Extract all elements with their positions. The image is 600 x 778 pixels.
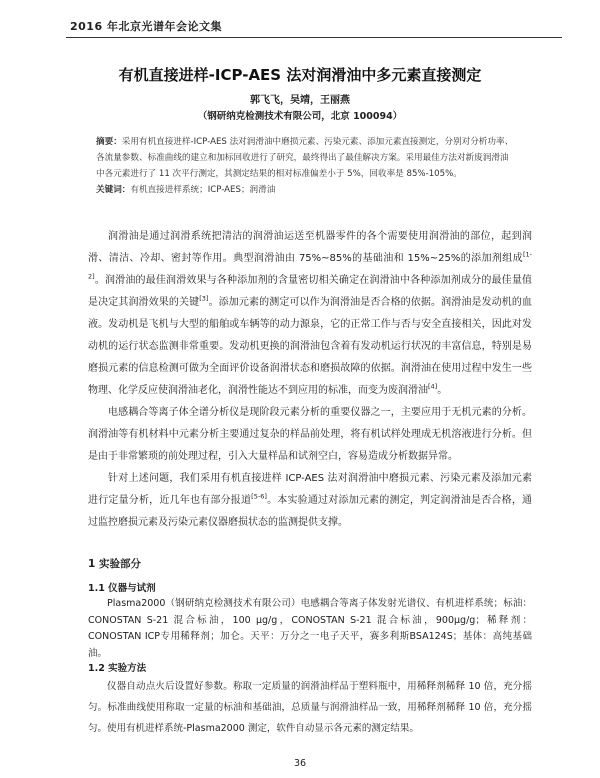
method-text: 仪器自动点火后设置好参数。称取一定质量的润滑油样品于塑料瓶中，用稀释剂稀释 10 倍，充分摇匀。标准曲线使用称取一定量的标油和基础油，总质量与润滑油样品一致，用稀释剂稀释 10 倍，充分摇匀。使用有机进样系统-Plasma2000 测定，软件自动显示各元素的测定结果。 — [88, 681, 532, 734]
intro-p3-part-b: 。本实验通过对添加元素的测定，判定润滑油是否合格，通过监控磨损元素及污染元素仪器磨损状态的监测提供支撑。 — [88, 495, 533, 528]
paper-title: 有机直接进样-ICP-AES 法对润滑油中多元素直接测定 — [118, 66, 482, 84]
keywords-text: 有机直接进样系统；ICP-AES；润滑油 — [130, 185, 276, 195]
intro-p1-part-a: 润滑油是通过润滑系统把清洁的润滑油运送至机器零件的各个需要使用润滑油的部位，起到润滑、清洁、冷却、密封等作用。典型润滑油由 75%~85%的基础油和 15%~25%的添加剂组成 — [88, 231, 532, 264]
subsection-heading-method: 1.2 实验方法 — [88, 663, 147, 674]
citation: [3] — [199, 294, 209, 303]
method-text-block — [88, 676, 532, 739]
affiliation: （钢研纳克检测技术有限公司，北京 100094） — [197, 111, 403, 122]
introduction — [88, 226, 532, 534]
intro-paragraph-3 — [88, 468, 532, 534]
abstract-label: 摘要： — [96, 137, 122, 147]
authors: 郭飞飞，吴靖，王丽燕 — [250, 95, 350, 106]
citation: [4] — [428, 382, 438, 391]
running-header: 2016 年北京光谱年会论文集 — [70, 20, 222, 33]
intro-p1-part-d: 。 — [437, 385, 448, 396]
intro-paragraph-2: 电感耦合等离子体全谱分析仪是现阶段元素分析的重要仪器之一，主要应用于无机元素的分析。润滑油等有机材料中元素分析主要通过复杂的样品前处理，将有机试样处理成无机溶液进行分析。但是由于非常繁琐的前处理过程，引入大量样品和试剂空白，容易造成分析数据异常。 — [88, 407, 532, 462]
subsection-heading-instruments: 1.1 仪器与试剂 — [88, 583, 156, 594]
intro-p1-part-b: 。润滑油的最佳润滑效果与各种添加剂的含量密切相关确定在润滑油中各种添加剂成分的最佳量值是决定其润滑效果的关键 — [88, 275, 532, 308]
header-rule — [66, 37, 562, 38]
citation: [1-2] — [88, 250, 532, 281]
page-number: 36 — [293, 758, 307, 769]
intro-paragraph-1 — [88, 226, 532, 402]
intro-p3-part-a: 针对上述问题，我们采用有机直接进样 ICP-AES 法对润滑油中磨损元素、污染元素及添加元素进行定量分析，近几年也有部分报道 — [88, 473, 532, 506]
keywords-label: 关键词： — [96, 185, 131, 195]
instruments-text: Plasma2000（钢研纳克检测技术有限公司）电感耦合等离子体发射光谱仪、有机进样系统；标油：CONOSTAN S-21 混合标油，100 μg/g，CONOSTAN S-21 混合标油，900μg/g；稀释剂：CONOSTAN ICP专用稀释剂；加仑。天平：万分之一电子天平，赛多利斯BSA124S；基体：高纯基础油。 — [88, 598, 532, 659]
abstract-block — [96, 134, 516, 198]
citation: [5-6] — [251, 492, 267, 501]
intro-p1-part-c: 。添加元素的测定可以作为润滑油是否合格的依据。润滑油是发动机的血液。发动机是飞机与大型的船舶或车辆等的动力源泉，它的正常工作与否与安全直接相关，因此对发动机的运行状态监测非常重要。发动机更换的润滑油包含着有发动机运行状况的丰富信息，特别是易磨损元素的信息检测可做为全面评价设备润滑状态和磨损故障的依据。润滑油在使用过程中发生一些物理、化学反应使润滑油老化，润滑性能达不到应用的标准，而变为废润滑油 — [88, 297, 533, 396]
instruments-text-block — [88, 596, 532, 662]
abstract-text: 采用有机直接进样-ICP-AES 法对润滑油中磨损元素、污染元素、添加元素直接测定，分别对分析功率、各流量参数、标准曲线的建立和加标回收进行了研究，最终得出了最佳解决方案。采用最佳方法对新废润滑油中各元素进行了 11 次平行测定，其测定结果的相对标准偏差小于 5%，回收率是 85%-105%。 — [96, 137, 514, 179]
section-heading: 1 实验部分 — [88, 558, 141, 570]
